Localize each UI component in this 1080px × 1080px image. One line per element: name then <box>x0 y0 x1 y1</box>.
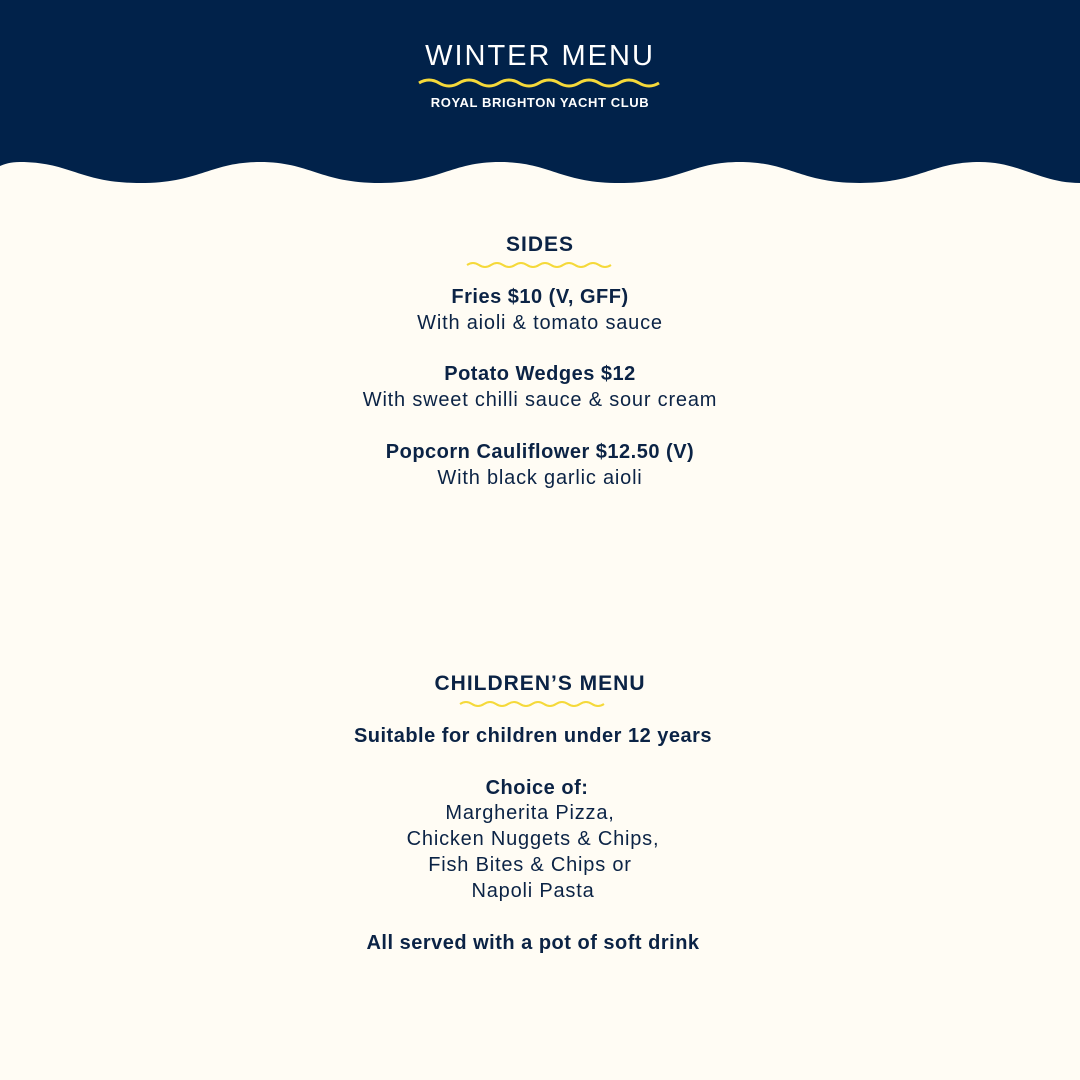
header-banner <box>0 0 1080 200</box>
menu-title: WINTER MENU <box>425 40 655 72</box>
item-description: With aioli & tomato sauce <box>417 312 663 334</box>
choice-item: Chicken Nuggets & Chips, <box>406 828 660 850</box>
choice-label: Choice of: <box>485 777 589 799</box>
item-name: Potato Wedges $12 <box>444 363 636 385</box>
item-name: Popcorn Cauliflower $12.50 (V) <box>385 441 695 463</box>
club-name: ROYAL BRIGHTON YACHT CLUB <box>430 95 650 110</box>
choice-item: Margherita Pizza, <box>445 802 615 824</box>
childrens-footer-note: All served with a pot of soft drink <box>366 932 700 954</box>
childrens-age-note: Suitable for children under 12 years <box>353 725 713 747</box>
sides-item-potato-wedges <box>0 361 1080 413</box>
sides-squiggle <box>465 259 615 271</box>
item-description: With sweet chilli sauce & sour cream <box>362 389 718 411</box>
childrens-menu-heading: CHILDREN’S MENU <box>434 672 646 695</box>
choice-item: Napoli Pasta <box>471 880 595 902</box>
item-description: With black garlic aioli <box>437 467 643 489</box>
choice-item: Fish Bites & Chips or <box>428 854 632 876</box>
item-name: Fries $10 (V, GFF) <box>451 286 629 308</box>
sides-item-popcorn-cauliflower <box>0 439 1080 491</box>
sides-heading: SIDES <box>505 233 575 256</box>
title-wave-underline <box>417 76 665 90</box>
childrens-menu-squiggle <box>458 698 608 710</box>
sides-item-fries <box>0 284 1080 336</box>
